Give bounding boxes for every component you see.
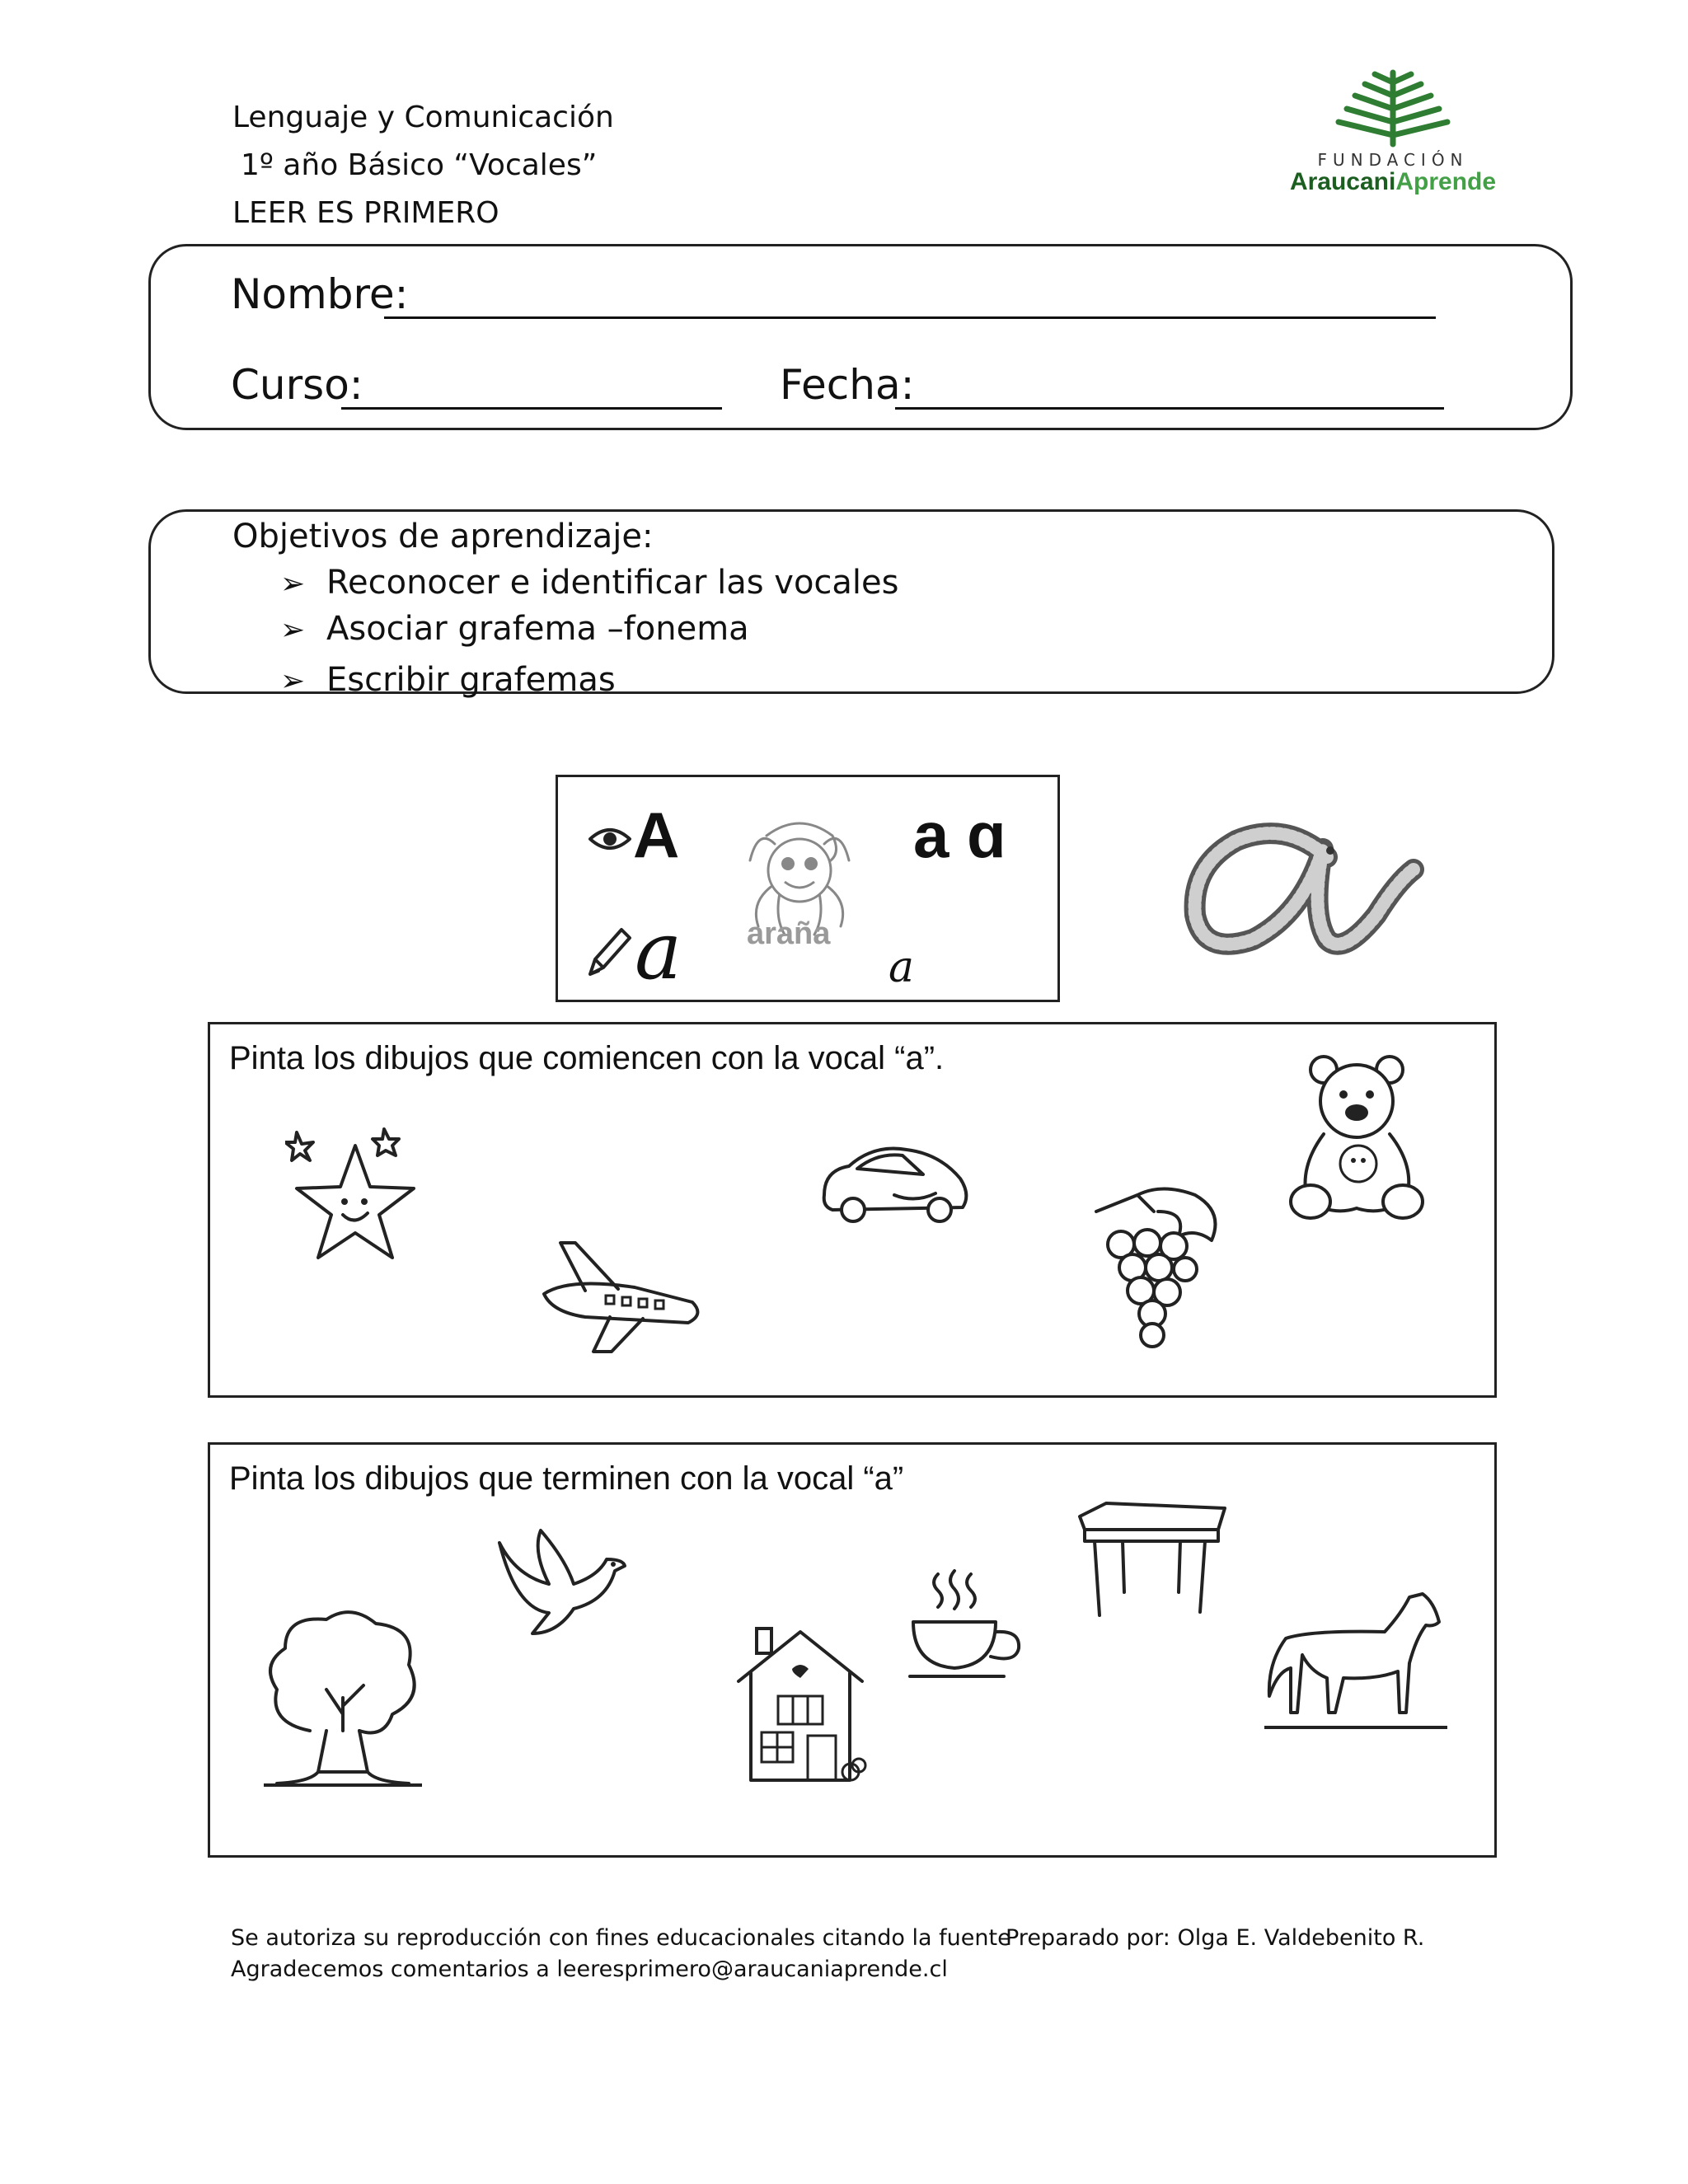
name-line[interactable] <box>384 316 1436 319</box>
name-field[interactable] <box>231 270 409 318</box>
logo-brand-part1: Araucani <box>1289 168 1396 195</box>
task-start-instruction: Pinta los dibujos que comiencen con la vocal “a”. <box>229 1040 945 1076</box>
star-icon[interactable] <box>285 1121 425 1277</box>
car-icon[interactable] <box>816 1137 973 1228</box>
airplane-icon[interactable] <box>536 1236 709 1360</box>
date-field[interactable] <box>780 361 914 409</box>
program-label: LEER ES PRIMERO <box>232 196 499 230</box>
pine-tree-icon <box>1286 66 1500 148</box>
objective-item: ➢ Reconocer e identificar las vocales <box>280 564 899 602</box>
date-label: Fecha: <box>780 361 915 409</box>
eye-icon <box>587 824 633 854</box>
name-label: Nombre: <box>231 270 409 318</box>
dove-icon[interactable] <box>483 1526 631 1642</box>
logo-foundation-text: FUNDACIÓN <box>1317 150 1469 170</box>
grade-label: 1º año Básico “Vocales” <box>241 148 598 182</box>
course-label: Curso: <box>231 361 363 409</box>
trace-letter-a[interactable] <box>1179 816 1426 964</box>
logo-brand-part2: Aprende <box>1395 168 1497 195</box>
cursive-lower-a: a <box>889 943 915 992</box>
footer-author: Preparado por: Olga E. Valdebenito R. <box>1006 1925 1425 1951</box>
teddy-bear-icon[interactable] <box>1282 1052 1431 1225</box>
horse-icon[interactable] <box>1261 1589 1451 1746</box>
house-icon[interactable] <box>730 1624 870 1788</box>
arrow-bullet-icon: ➢ <box>280 567 306 601</box>
grapes-icon[interactable] <box>1071 1179 1228 1352</box>
table-icon[interactable] <box>1073 1500 1230 1624</box>
logo-brand <box>1286 168 1500 196</box>
fundacion-logo <box>1286 66 1500 195</box>
lowercase-a: a ɑ <box>913 799 1006 871</box>
task-end-instruction: Pinta los dibujos que terminen con la vocal “a” <box>229 1460 904 1497</box>
objective-item: ➢ Asociar grafema –fonema <box>280 610 749 648</box>
arana-caption: araña <box>747 916 831 951</box>
footer-feedback: Agradecemos comentarios a leeresprimero@araucaniaprende.cl <box>231 1957 948 1982</box>
tree-icon[interactable] <box>260 1607 425 1797</box>
course-line[interactable] <box>341 407 722 410</box>
arrow-bullet-icon: ➢ <box>280 664 306 698</box>
cup-icon[interactable] <box>905 1566 1029 1690</box>
objective-item: ➢ Escribir grafemas <box>280 661 616 699</box>
subject-label: Lenguaje y Comunicación <box>232 101 614 134</box>
arrow-bullet-icon: ➢ <box>280 613 306 647</box>
course-field[interactable] <box>231 361 363 409</box>
uppercase-a: A <box>633 799 680 871</box>
date-line[interactable] <box>895 407 1444 410</box>
pencil-icon <box>584 923 633 981</box>
cursive-upper-a: a <box>635 905 682 997</box>
objectives-title: Objetivos de aprendizaje: <box>232 518 654 555</box>
footer-license: Se autoriza su reproducción con fines educacionales citando la fuente <box>231 1925 1011 1951</box>
